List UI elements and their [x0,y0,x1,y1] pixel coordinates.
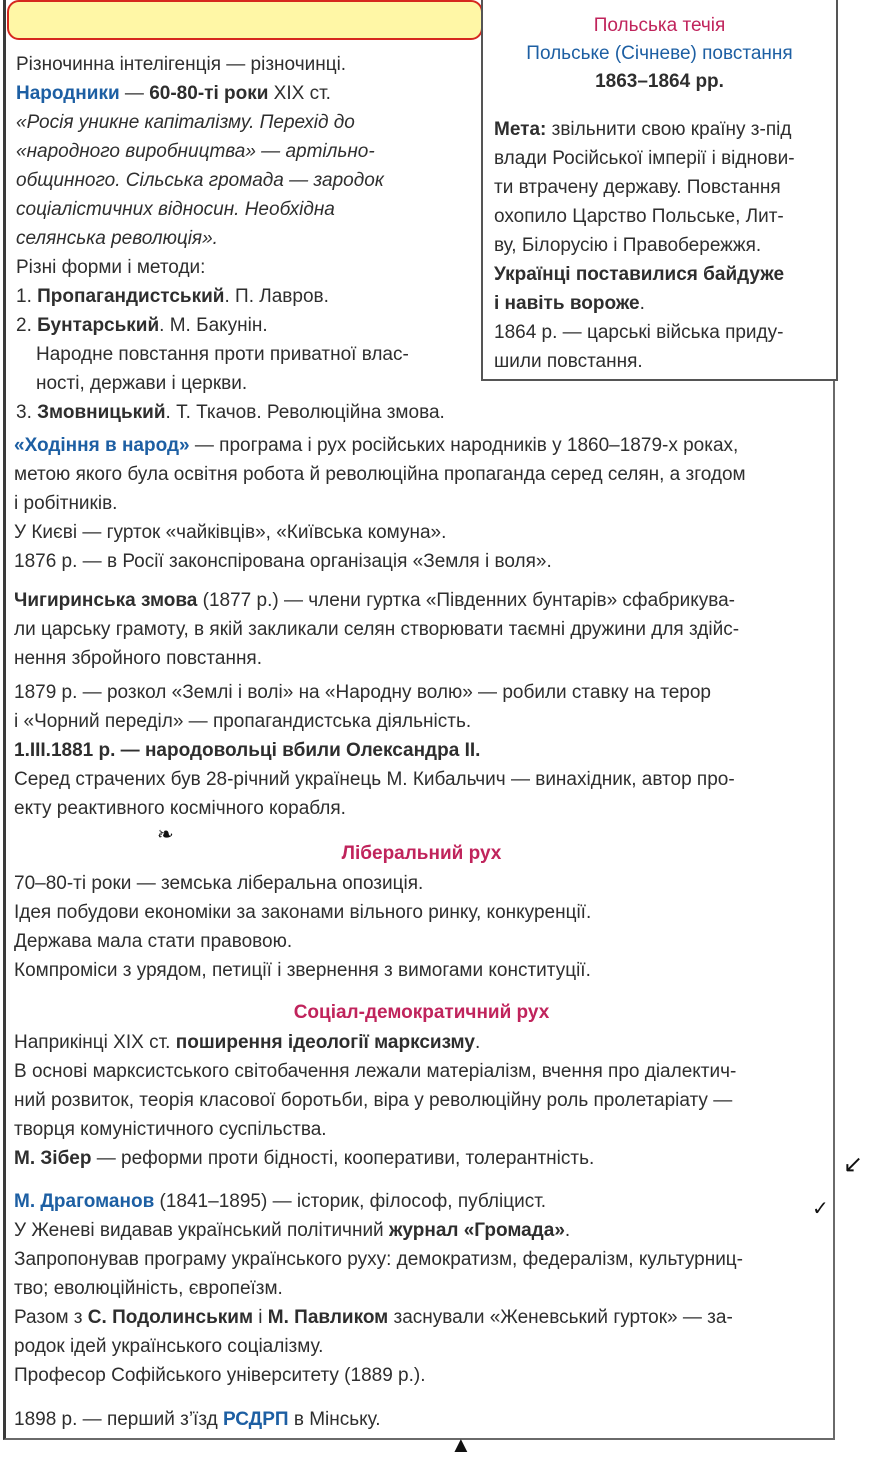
method-number: 3. [16,402,38,423]
drahomanov-name: М. Драгоманов [14,1191,155,1212]
khodinnia-line: і робітників. [14,493,118,514]
narodnyky-section [16,50,466,427]
circle-text: заснували «Женевський гурток» — за- [388,1307,733,1328]
circle-text: і [253,1307,268,1328]
marxism-line: творця комуністичного суспільства. [14,1119,327,1140]
kybalchych-line: екту реактивного космічного корабля. [14,798,346,819]
liberal-line: Держава мала стати правовою. [14,931,293,952]
podolynskyi-name: С. Подолинським [87,1307,253,1328]
chyhyryn-text: (1877 р.) — члени гуртка «Південних бунтарів» сфабрикува- [197,590,735,611]
chyhyryn-block [14,586,829,673]
ziber-text: — реформи проти бідності, кооперативи, толерантність. [91,1148,595,1169]
geneva-circle-line: родок ідей українського соціалізму. [14,1336,324,1357]
program-line: тво; еволюційність, європеїзм. [14,1278,283,1299]
method-number: 2. [16,315,38,336]
kybalchych-line: Серед страчених був 28-річний українець М. Кибальчич — винахідник, автор про- [14,769,735,790]
goal-line [494,115,834,144]
period: . [564,1220,571,1241]
liberal-block [14,869,829,985]
handwritten-mark: ✓ [812,1198,829,1220]
quote-line: «Росія уникне капіталізму. Перехід до [16,112,355,133]
method-author: . М. Бакунін. [159,315,268,336]
ukrainians-attitude: Українці поставилися байдуже [494,264,785,285]
ziber-line [14,1144,829,1173]
rsdrp-text: 1898 р. — перший з’їзд [14,1409,223,1430]
method-name: Бунтарський [37,315,160,336]
rsdrp-abbr: РСДРП [223,1409,289,1430]
kyiv-line: У Києві — гурток «чайківців», «Київська комуна». [14,522,447,543]
polish-uprising-years: 1863–1864 рр. [595,71,724,92]
method-number: 1. [16,286,38,307]
program-line: Запропонував програму українського руху: демократизм, федералізм, культурниц- [14,1249,744,1270]
chyhyryn-term: Чигиринська змова [14,590,198,611]
highlighted-blank-tab[interactable] [7,0,483,40]
sofia-line: Професор Софійського університету (1889 р.). [14,1365,426,1386]
handwritten-mark: ❧ [157,824,174,846]
khodinnia-text: — програма і рух російських народників у 1860–1879-х роках, [189,435,739,456]
social-dem-block [14,1028,829,1173]
method-name: Пропагандистський [37,286,225,307]
marxism-line: В основі марксистського світобачення лежали матеріалізм, вчення про діалектич- [14,1061,737,1082]
ukrainians-attitude [494,289,834,318]
hromada-line [14,1216,829,1245]
quote-line: общинного. Сільська громада — зародок [16,170,384,191]
method-3 [16,398,466,427]
khodinnia-term: «Ходіння в народ» [14,435,190,456]
khodinnia-block [14,431,829,576]
dash: — [119,83,150,104]
method-author: . П. Лавров. [224,286,329,307]
goal-text: влади Російської імперії і віднови- [494,148,795,169]
methods-intro: Різні форми і методи: [16,257,206,278]
goal-text: ти втрачену державу. Повстання [494,177,781,198]
marxism-intro [14,1028,829,1057]
marxism-intro-text: Наприкінці ХІХ ст. [14,1032,176,1053]
hromada-text: У Женеві видавав український політичний [14,1220,389,1241]
goal-text: охопило Царство Польське, Лит- [494,206,784,227]
pavlyk-name: М. Павликом [267,1307,389,1328]
polish-uprising-box [481,0,838,381]
marxism-term: поширення ідеології марксизму [175,1032,475,1053]
rsdrp-block [14,1405,829,1434]
ziber-name: М. Зібер [14,1148,92,1169]
liberal-line: 70–80-ті роки — земська ліберальна опозиція. [14,873,424,894]
liberal-line: Компроміси з урядом, петиції і звернення з вимогами конституції. [14,960,591,981]
split-line: 1879 р. — розкол «Землі і волі» на «Народну волю» — робили ставку на терор [14,682,711,703]
split-block [14,678,829,823]
handwritten-mark: ▲ [450,1432,472,1457]
period: . [639,293,645,314]
method-author: . Т. Ткачов. Революційна змова. [165,402,445,423]
quote-line: соціалістичних відносин. Необхідна [16,199,335,220]
narodnyky-years: 60-80-ті роки [149,83,269,104]
narodnyky-term: Народники [16,83,120,104]
hromada-journal: журнал «Громада» [388,1220,565,1241]
marxism-line: ний розвиток, теорія класової боротьби, віра у революційну роль пролетаріату — [14,1090,733,1111]
method-2-detail: Народне повстання проти приватної влас- [36,344,409,365]
drahomanov-block [14,1187,829,1390]
handwritten-mark: ↙ [843,1151,864,1178]
rsdrp-text: в Мінську. [288,1409,381,1430]
liberal-line: Ідея побудови економіки за законами вільного ринку, конкуренції. [14,902,592,923]
narodnyky-heading [16,79,466,108]
drahomanov-text: (1841–1895) — історик, філософ, публіцист. [154,1191,547,1212]
raznochyntsi-line: Різночинна інтелігенція — різночинці. [16,54,347,75]
narodnyky-century: ХІХ ст. [268,83,331,104]
polish-heading: Польська течія [593,15,726,36]
method-1 [16,282,466,311]
goal-text: звільнити свою країну з-під [546,119,792,140]
goal-label: Мета: [494,119,547,140]
suppression-line: 1864 р. — царські війська приду- [494,322,784,343]
split-line: і «Чорний переділ» — пропагандистська діяльність. [14,711,472,732]
geneva-circle-line [14,1303,829,1332]
suppression-line: шили повстання. [494,351,643,372]
drahomanov-line [14,1187,829,1216]
chyhyryn-line [14,586,829,615]
chyhyryn-line: ли царську грамоту, в якій закликали селян створювати таємні дружини для здійс- [14,619,740,640]
polish-uprising-title: Польське (Січневе) повстання [526,43,793,64]
social-dem-heading: Соціал-демократичний рух [293,1002,550,1023]
polish-body [494,115,834,376]
chyhyryn-line: нення збройного повстання. [14,648,263,669]
assassination-line: 1.III.1881 р. — народовольці вбили Олександра II. [14,740,481,761]
circle-text: Разом з [14,1307,88,1328]
khodinnia-line [14,431,829,460]
khodinnia-line: метою якого була освітня робота й революційна пропаганда серед селян, а згодом [14,464,746,485]
rsdrp-line [14,1405,829,1434]
method-2-detail: ності, держави і церкви. [36,373,248,394]
quote-line: «народного виробництва» — артільно- [16,141,375,162]
method-2 [16,311,466,340]
liberal-heading: Ліберальний рух [341,843,502,864]
zemlia-line: 1876 р. — в Росії законспірована організація «Земля і воля». [14,551,552,572]
ukrainians-attitude-text: і навіть вороже [494,293,640,314]
quote-line: селянська революція». [16,228,218,249]
period: . [474,1032,481,1053]
goal-text: ву, Білорусію і Правобережжя. [494,235,762,256]
method-name: Змовницький [37,402,166,423]
